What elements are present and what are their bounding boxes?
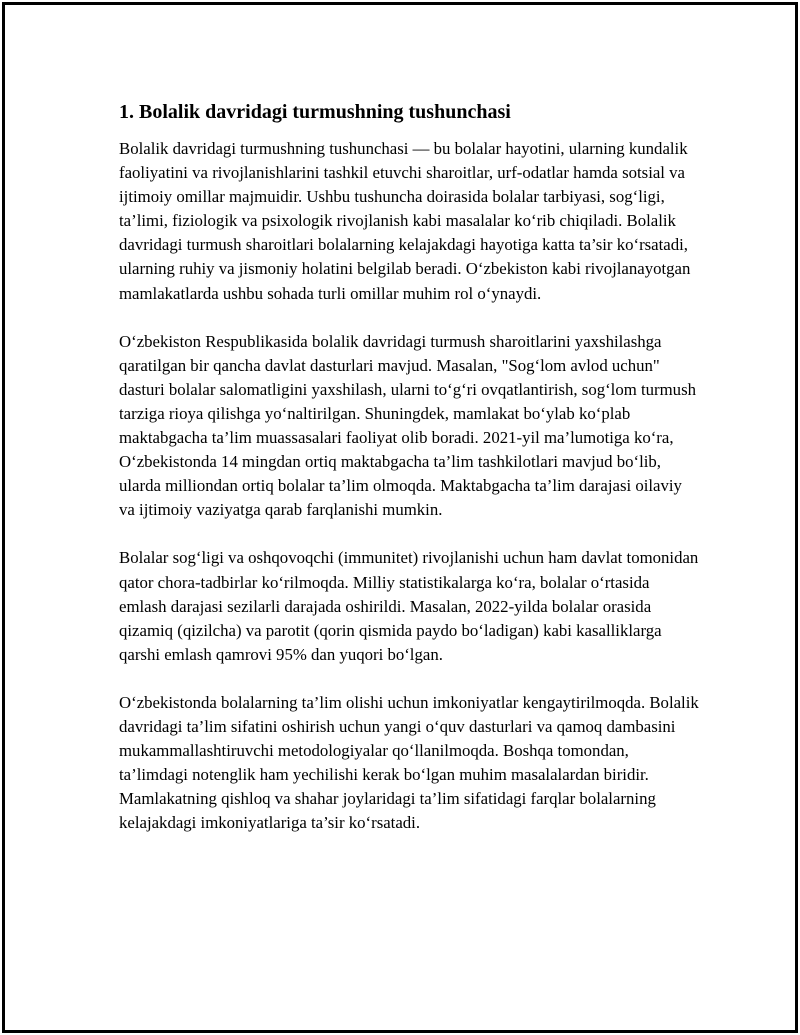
paragraph-1: Bolalik davridagi turmushning tushunchasi — bu bolalar hayotini, ularning kundalik faoliyatini va rivojlanishlarini tashkil etuvchi sharoitlar, urf-odatlar hamda sotsial va ijtimoiy omillar majmuidir. Ushbu tushuncha doirasida bolalar tarbiyasi, sog‘ligi, ta’limi, fiziologik va psixologik rivojlanish kabi masalalar ko‘rib chiqiladi. Bolalik davridagi turmush sharoitlari bolalarning kelajakdagi hayotiga katta ta’sir ko‘rsatadi, ularning ruhiy va jismoniy holatini belgilab beradi. O‘zbekiston kabi rivojlanayotgan mamlakatlarda ushbu sohada turli omillar muhim rol o‘ynaydi. (119, 139, 691, 303)
document-body (119, 98, 699, 859)
section-heading: 1. Bolalik davridagi turmushning tushunchasi (119, 101, 511, 123)
paragraph-2: O‘zbekiston Respublikasida bolalik davridagi turmush sharoitlarini yaxshilashga qaratilgan bir qancha davlat dasturlari mavjud. Masalan, "Sog‘lom avlod uchun" dasturi bolalar salomatligini yaxshilash, ularni to‘g‘ri ovqatlantirish, sog‘lom turmush tarziga rioya qilishga yo‘naltirilgan. Shuningdek, mamlakat bo‘ylab ko‘plab maktabgacha ta’lim muassasalari faoliyat olib boradi. 2021-yil ma’lumotiga ko‘ra, O‘zbekistonda 14 mingdan ortiq maktabgacha ta’lim tashkilotlari mavjud bo‘lib, ularda milliondan ortiq bolalar ta’lim olmoqda. Maktabgacha ta’lim darajasi oilaviy va ijtimoiy vaziyatga qarab farqlanishi mumkin. (119, 331, 696, 520)
paragraph-4: O‘zbekistonda bolalarning ta’lim olishi uchun imkoniyatlar kengaytirilmoqda. Bolalik davridagi ta’lim sifatini oshirish uchun yangi o‘quv dasturlari va qamoq dambasini mukammallashtiruvchi metodologiyalar qo‘llanilmoqda. Boshqa tomondan, ta’limdagi notenglik ham yechilishi kerak bo‘lgan muhim masalalardan biridir. Mamlakatning qishloq va shahar joylaridagi ta’lim sifatidagi farqlar bolalarning kelajakdagi imkoniyatlariga ta’sir ko‘rsatadi. (119, 692, 699, 833)
paragraph-3: Bolalar sog‘ligi va oshqovoqchi (immunitet) rivojlanishi uchun ham davlat tomonidan qator chora-tadbirlar ko‘rilmoqda. Milliy statistikalarga ko‘ra, bolalar o‘rtasida emlash darajasi sezilarli darajada oshirildi. Masalan, 2022-yilda bolalar orasida qizamiq (qizilcha) va parotit (qorin qismida paydo bo‘ladigan) kabi kasalliklarga qarshi emlash qamrovi 95% dan yuqori bo‘lgan. (119, 548, 699, 664)
page-border (2, 2, 798, 1033)
